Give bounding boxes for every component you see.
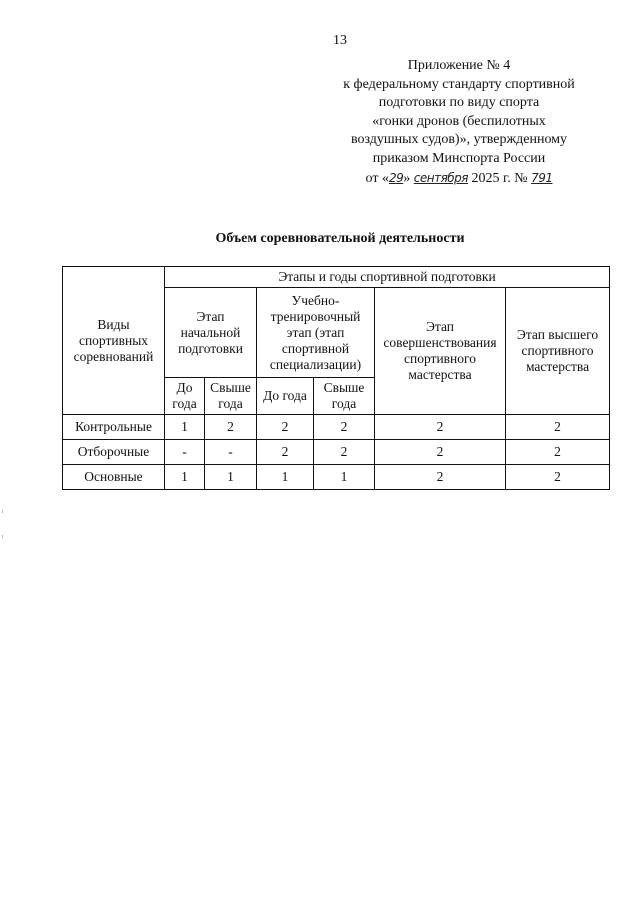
scan-margin-mark: [2, 510, 3, 513]
table-row: [63, 440, 610, 465]
competition-type-cell: Основные: [63, 465, 165, 490]
value-cell: 1: [165, 415, 205, 440]
value-cell: 2: [375, 440, 506, 465]
appendix-line: «гонки дронов (беспилотных: [372, 113, 546, 129]
page-number: 13: [333, 33, 347, 48]
value-cell: -: [165, 440, 205, 465]
value-cell: 2: [375, 465, 506, 490]
stage-highest-header: Этап высшего спортивного мастерства: [506, 288, 610, 415]
stage-improvement-header: Этап совершенствования спортивного мастерства: [375, 288, 506, 415]
appendix-block: [330, 57, 588, 188]
year-header-cell: Свыше года: [314, 378, 375, 415]
handwritten-day: 29: [388, 170, 404, 185]
scan-margin-mark: [2, 535, 3, 538]
date-year: 2025 г. №: [471, 170, 528, 186]
stage-initial-header: Этап начальной подготовки: [165, 288, 257, 378]
value-cell: 2: [314, 415, 375, 440]
value-cell: 2: [506, 415, 610, 440]
year-header-cell: Свыше года: [205, 378, 257, 415]
value-cell: 1: [314, 465, 375, 490]
appendix-line: к федеральному стандарту спортивной: [343, 76, 575, 92]
appendix-line: Приложение № 4: [407, 58, 511, 73]
value-cell: -: [205, 440, 257, 465]
appendix-line: приказом Минспорта России: [372, 150, 546, 166]
table-row: [63, 415, 610, 440]
value-cell: 2: [257, 415, 314, 440]
value-cell: 2: [314, 440, 375, 465]
handwritten-month: сентября: [413, 170, 469, 185]
table-header-row: [63, 267, 610, 288]
order-date-line: [330, 169, 588, 189]
year-header-cell: До года: [165, 378, 205, 415]
document-title: Объем соревновательной деятельности: [215, 231, 465, 246]
stage-training-header: Учебно-тренировочный этап (этап спортивной специализации): [257, 288, 375, 378]
value-cell: 1: [257, 465, 314, 490]
competition-volume-table: [62, 266, 610, 490]
date-prefix: от «: [365, 170, 389, 186]
value-cell: 2: [205, 415, 257, 440]
value-cell: 2: [257, 440, 314, 465]
value-cell: 1: [205, 465, 257, 490]
appendix-line: подготовки по виду спорта: [378, 95, 540, 111]
row-header-cell: Виды спортивных соревнований: [63, 267, 165, 415]
year-header-cell: До года: [257, 378, 314, 415]
competition-type-cell: Отборочные: [63, 440, 165, 465]
date-mid: »: [403, 170, 411, 186]
value-cell: 2: [375, 415, 506, 440]
appendix-line: воздушных судов)», утвержденному: [350, 132, 568, 148]
group-header-cell: Этапы и годы спортивной подготовки: [165, 267, 610, 288]
handwritten-number: 791: [531, 170, 553, 185]
value-cell: 2: [506, 440, 610, 465]
table-row: [63, 465, 610, 490]
competition-type-cell: Контрольные: [63, 415, 165, 440]
value-cell: 1: [165, 465, 205, 490]
value-cell: 2: [506, 465, 610, 490]
